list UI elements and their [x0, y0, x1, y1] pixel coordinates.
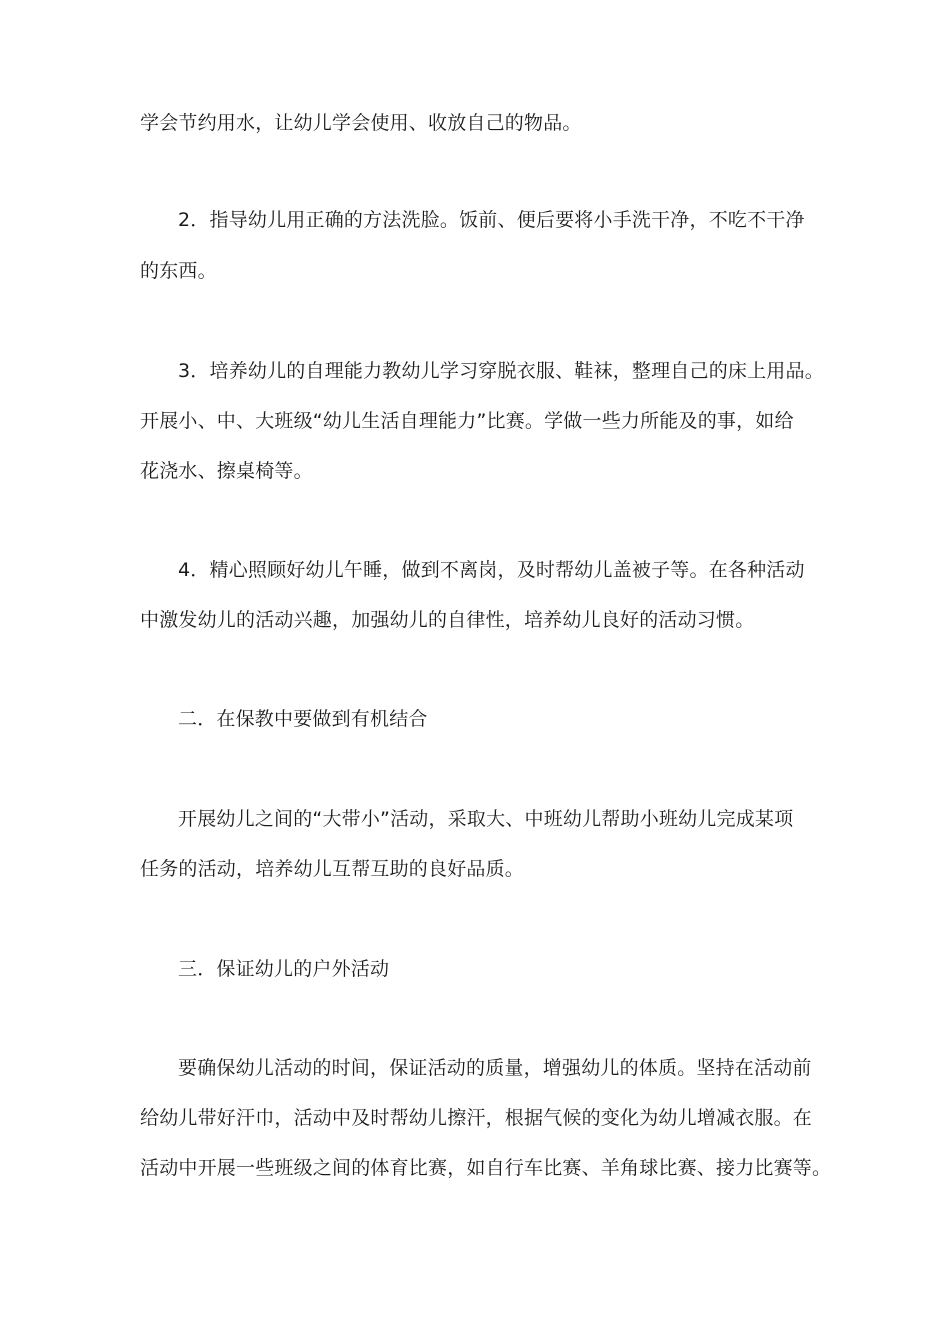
- text-line: 的东西。: [140, 260, 217, 282]
- text-line: 中激发幼儿的活动兴趣，加强幼儿的自律性，培养幼儿良好的活动习惯。: [140, 609, 755, 631]
- section-heading: 三．保证幼儿的户外活动: [178, 958, 390, 980]
- text-line: 2．指导幼儿用正确的方法洗脸。饭前、便后要将小手洗干净，不吃不干净: [178, 209, 805, 231]
- text-line: 4．精心照顾好幼儿午睡，做到不离岗，及时帮幼儿盖被子等。在各种活动: [178, 559, 805, 581]
- text-line: 3．培养幼儿的自理能力教幼儿学习穿脱衣服、鞋袜，整理自己的床上用品。: [178, 360, 824, 382]
- text-line: 开展小、中、大班级“幼儿生活自理能力”比赛。学做一些力所能及的事，如给: [140, 410, 794, 432]
- text-line: 要确保幼儿活动的时间，保证活动的质量，增强幼儿的体质。坚持在活动前: [178, 1057, 812, 1079]
- text-line: 给幼儿带好汗巾，活动中及时帮幼儿擦汗，根据气候的变化为幼儿增减衣服。在: [140, 1107, 813, 1129]
- section-heading: 二．在保教中要做到有机结合: [178, 708, 428, 730]
- text-line: 开展幼儿之间的“大带小”活动，采取大、中班幼儿帮助小班幼儿完成某项: [178, 808, 794, 830]
- text-line: 花浇水、擦桌椅等。: [140, 460, 313, 482]
- text-line: 活动中开展一些班级之间的体育比赛，如自行车比赛、羊角球比赛、接力比赛等。: [140, 1157, 832, 1179]
- text-line: 学会节约用水，让幼儿学会使用、收放自己的物品。: [140, 112, 582, 134]
- text-line: 任务的活动，培养幼儿互帮互助的良好品质。: [140, 858, 525, 880]
